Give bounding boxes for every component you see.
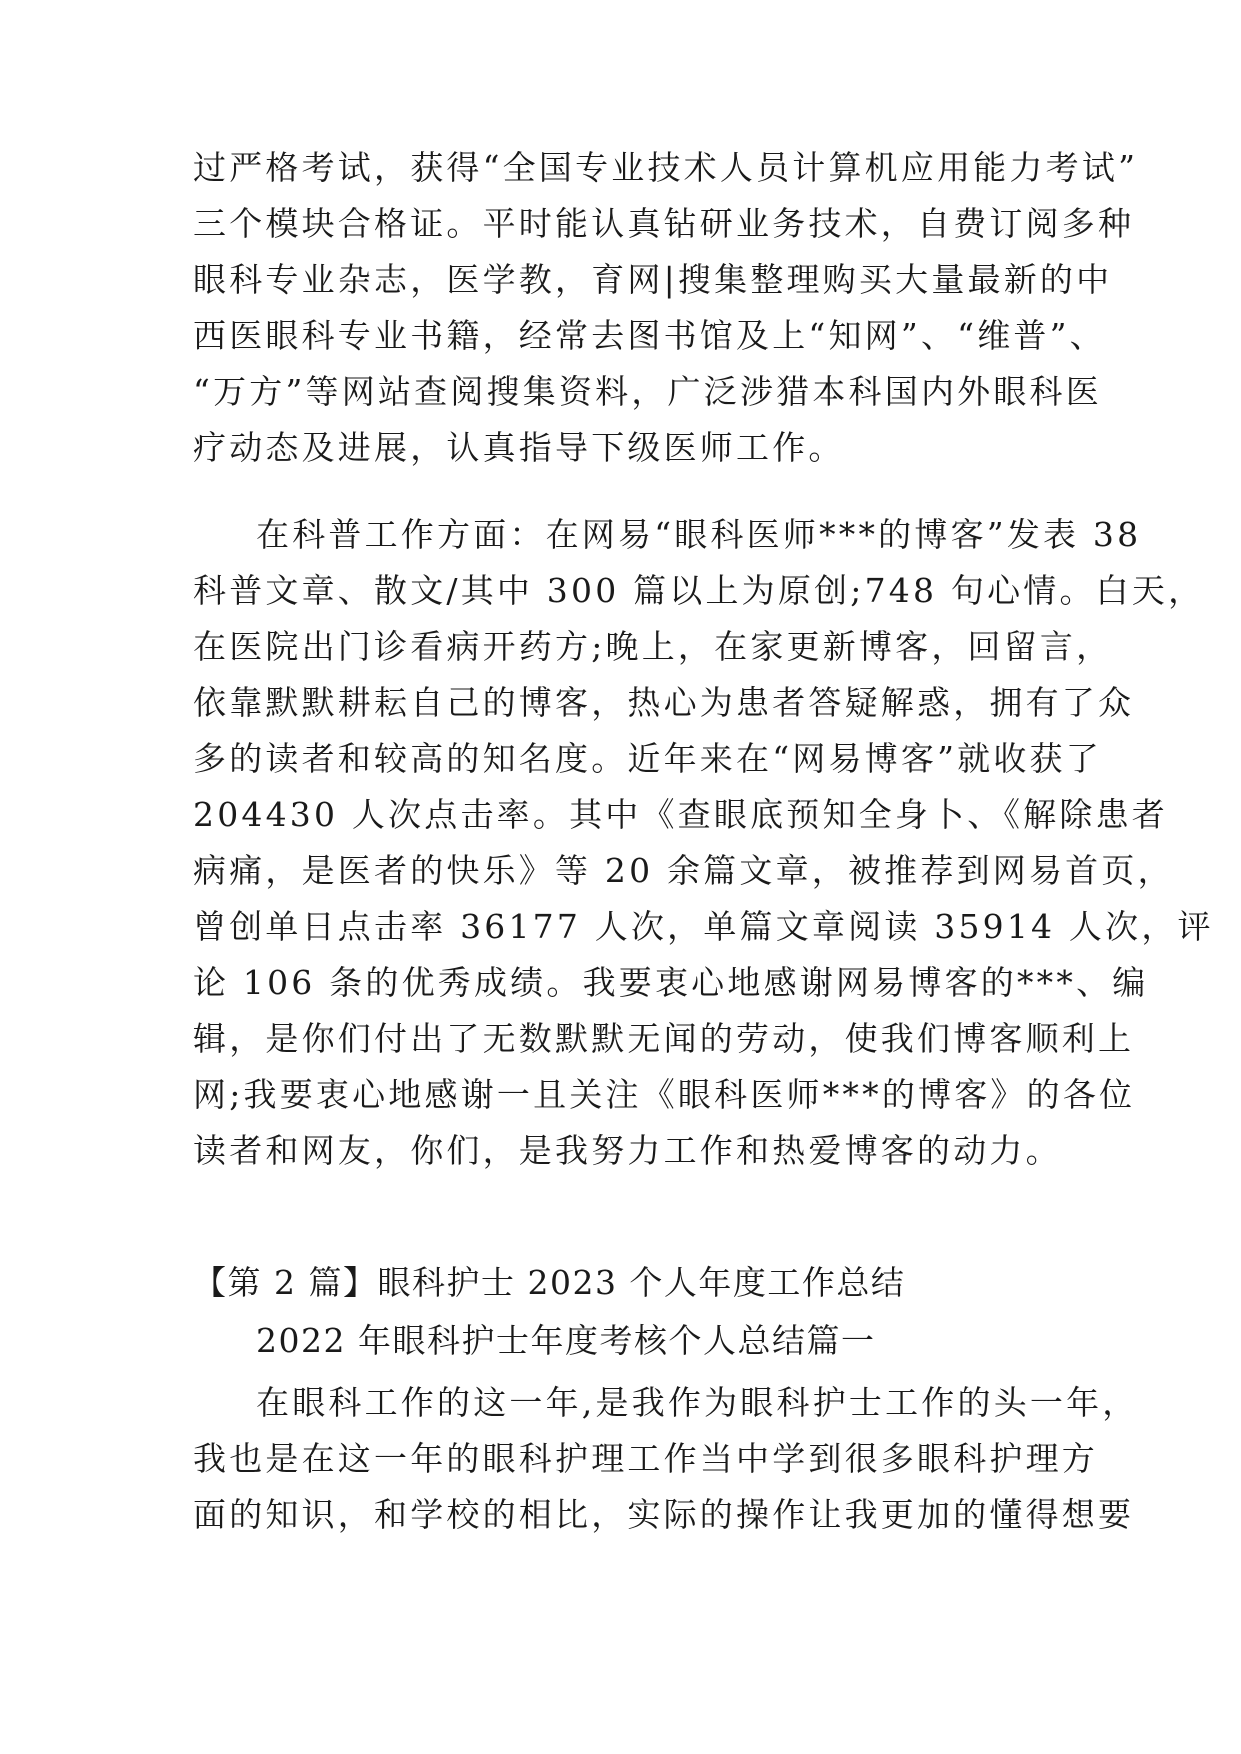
text-line: 过严格考试，获得“全国专业技术人员计算机应用能力考试” [193,148,1139,187]
text-line: 西医眼科专业书籍，经常去图书馆及上“知网”、“维普”、 [193,316,1106,355]
text-line: 在医院出门诊看病开药方;晚上，在家更新博客，回留言， [193,627,1113,666]
paragraph-start: 在科普工作方面：在网易“眼科医师***的博客”发表 38 [256,515,1142,554]
text-line: 依靠默默耕耘自己的博客，热心为患者答疑解惑，拥有了众 [193,683,1135,722]
text-line: 疗动态及进展，认真指导下级医师工作。 [193,428,845,467]
text-line: 读者和网友，你们，是我努力工作和热爱博客的动力。 [193,1131,1062,1170]
paragraph-start: 在眼科工作的这一年,是我作为眼科护士工作的头一年， [256,1383,1139,1422]
text-line: 曾创单日点击率 36177 人次，单篇文章阅读 35914 人次，评 [193,907,1214,946]
text-line: 我也是在这一年的眼科护理工作当中学到很多眼科护理方 [193,1439,1098,1478]
text-line: 病痛，是医者的快乐》等 20 余篇文章，被推荐到网易首页， [193,851,1174,890]
text-line: 204430 人次点击率。其中《查眼底预知全身卜、《解除患者 [193,795,1168,834]
text-line: 论 106 条的优秀成绩。我要衷心地感谢网易博客的***、编 [193,963,1149,1002]
text-line: 科普文章、散文/其中 300 篇以上为原创;748 句心情。白天， [193,571,1205,610]
text-line: 多的读者和较高的知名度。近年来在“网易博客”就收获了 [193,739,1102,778]
text-line: 面的知识，和学校的相比，实际的操作让我更加的懂得想要 [193,1495,1135,1534]
text-line: “万方”等网站查阅搜集资料，广泛涉猎本科国内外眼科医 [193,372,1102,411]
text-line: 辑，是你们付出了无数默默无闻的劳动，使我们博客顺利上 [193,1019,1135,1058]
text-line: 三个模块合格证。平时能认真钻研业务技术，自费订阅多种 [193,204,1135,243]
text-line: 眼科专业杂志，医学教，育网|搜集整理购买大量最新的中 [193,260,1113,299]
section-title: 【第 2 篇】眼科护士 2023 个人年度工作总结 [193,1263,906,1302]
text-line: 网;我要衷心地感谢一且关注《眼科医师***的博客》的各位 [193,1075,1136,1114]
subtitle: 2022 年眼科护士年度考核个人总结篇一 [256,1321,876,1360]
